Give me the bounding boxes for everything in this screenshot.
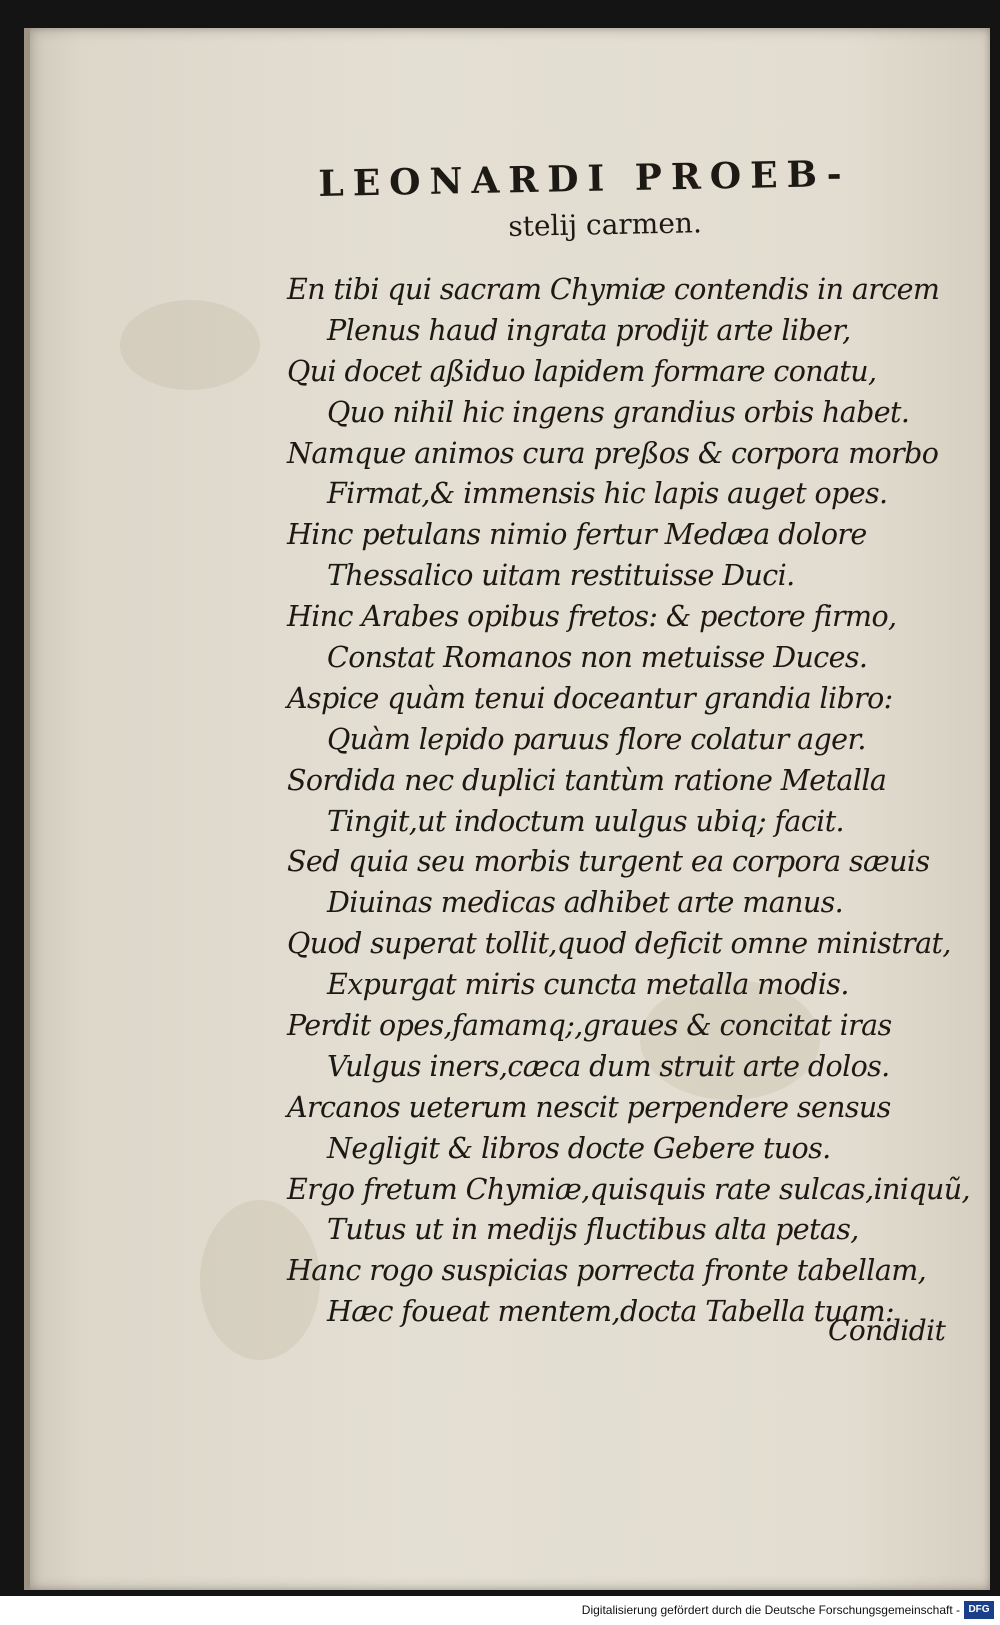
poem-line: Hanc rogo suspicias porrecta fronte tabellam, [287, 1254, 927, 1288]
poem-text [287, 270, 970, 1333]
poem-line: Hæc foueat mentem,docta Tabella tuam: [327, 1295, 895, 1329]
poem-line: Thessalico uitam restituisse Duci. [327, 559, 795, 593]
footer-credit: Digitalisierung gefördert durch die Deutsche Forschungsgemeinschaft - [581, 1603, 960, 1617]
poem-line: Ergo fretum Chymiæ,quisquis rate sulcas,iniquũ, [287, 1172, 970, 1206]
poem-line: Firmat,& immensis hic lapis auget opes. [327, 477, 888, 511]
page-heading: LEONARDI PROEB- [318, 152, 852, 205]
poem-line: Tutus ut in medijs fluctibus alta petas, [327, 1213, 859, 1247]
catchword: Condidit [828, 1314, 946, 1347]
poem-line: Aspice quàm tenui doceantur grandia libro: [287, 681, 893, 715]
poem-line: Quod superat tollit,quod deficit omne ministrat, [287, 927, 951, 961]
poem-line: Negligit & libros docte Gebere tuos. [327, 1131, 831, 1165]
poem-line: Sordida nec duplici tantùm ratione Metalla [287, 763, 887, 797]
page-subheading: stelij carmen. [508, 206, 703, 243]
poem-line: Plenus haud ingrata prodijt arte liber, [327, 313, 851, 347]
poem-line: Expurgat miris cuncta metalla modis. [327, 968, 849, 1002]
poem-line: Namque animos cura preßos & corpora morbo [287, 436, 939, 470]
poem-line: Constat Romanos non metuisse Duces. [327, 641, 868, 675]
paper-stain [120, 300, 260, 390]
poem-line: Vulgus iners,cæca dum struit arte dolos. [327, 1049, 890, 1083]
poem-line: Sed quia seu morbis turgent ea corpora sæuis [287, 845, 930, 879]
poem-line: Quo nihil hic ingens grandius orbis habet. [327, 395, 910, 429]
poem-line: Quàm lepido paruus flore colatur ager. [327, 722, 866, 756]
poem-line: Hinc petulans nimio fertur Medæa dolore [287, 518, 867, 552]
page-gutter [24, 28, 30, 1590]
poem-line: Perdit opes,famamq;,graues & concitat iras [287, 1009, 892, 1043]
dfg-logo: DFG [964, 1601, 994, 1619]
poem-line: Tingit,ut indoctum uulgus ubiq; facit. [327, 804, 845, 838]
poem-line: Hinc Arabes opibus fretos: & pectore firmo, [287, 600, 897, 634]
poem-line: En tibi qui sacram Chymiæ contendis in arcem [287, 273, 940, 306]
poem-line: Qui docet aßiduo lapidem formare conatu, [287, 354, 877, 388]
poem-line: Diuinas medicas adhibet arte manus. [327, 886, 844, 920]
poem-line: Arcanos ueterum nescit perpendere sensus [287, 1090, 891, 1124]
